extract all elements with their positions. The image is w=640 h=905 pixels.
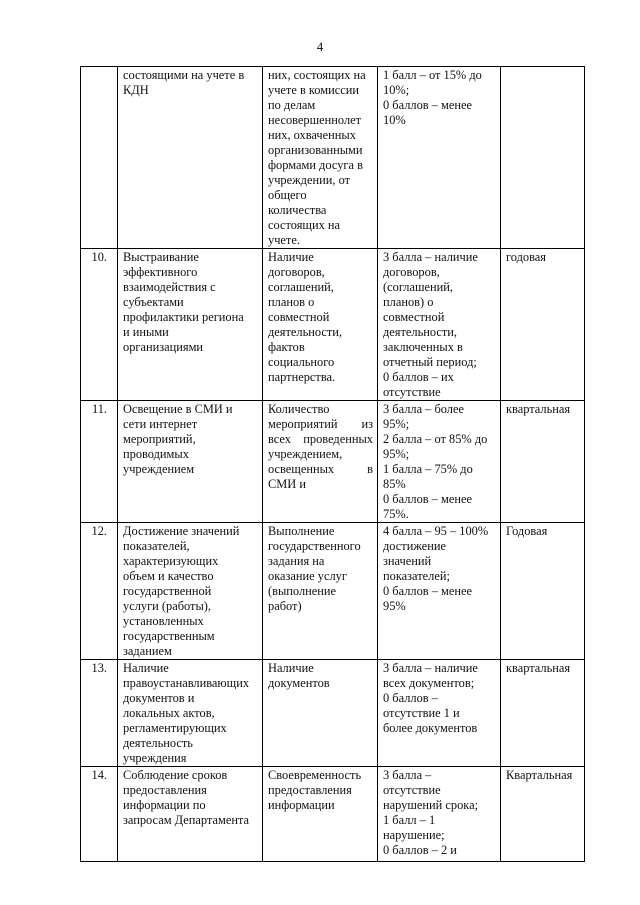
row-number: 12. xyxy=(81,523,118,660)
period-cell: квартальная xyxy=(501,401,585,523)
row-number: 13. xyxy=(81,660,118,767)
table-row xyxy=(81,523,585,660)
criteria-table xyxy=(80,66,585,862)
row-number xyxy=(81,67,118,249)
period-cell: квартальная xyxy=(501,660,585,767)
criterion-cell: Освещение в СМИ и сети интернет мероприятий, проводимых учреждением xyxy=(118,401,263,523)
criterion-cell: Достижение значений показателей, характеризующих объем и качество государственной услуги (работы), установленных государственным заданием xyxy=(118,523,263,660)
table-row xyxy=(81,660,585,767)
period-cell: годовая xyxy=(501,249,585,401)
indicator-cell: Своевременность предоставления информации xyxy=(263,767,378,862)
table-row xyxy=(81,401,585,523)
indicator-cell: них, состоящих на учете в комиссии по делам несовершеннолет них, охваченных организованными формами досуга в учреждении, от общего количества состоящих на учете. xyxy=(263,67,378,249)
indicator-cell: Количество мероприятий из всех проведенных учреждением, освещенных в СМИ и xyxy=(263,401,378,523)
scores-cell: 3 балла – более 95%; 2 балла – от 85% до 95%; 1 балла – 75% до 85% 0 баллов – менее 75%. xyxy=(378,401,501,523)
page-number: 4 xyxy=(316,39,324,54)
indicator-cell: Наличие договоров, соглашений, планов о совместной деятельности, фактов социального партнерства. xyxy=(263,249,378,401)
period-cell xyxy=(501,67,585,249)
period-cell: Квартальная xyxy=(501,767,585,862)
period-cell: Годовая xyxy=(501,523,585,660)
row-number: 14. xyxy=(81,767,118,862)
indicator-cell: Выполнение государственного задания на оказание услуг (выполнение работ) xyxy=(263,523,378,660)
row-number: 10. xyxy=(81,249,118,401)
criterion-cell: Соблюдение сроков предоставления информации по запросам Департамента xyxy=(118,767,263,862)
table-row xyxy=(81,249,585,401)
criterion-cell: Выстраивание эффективного взаимодействия с субъектами профилактики региона и иными организациями xyxy=(118,249,263,401)
scores-cell: 3 балла – наличие всех документов; 0 баллов – отсутствие 1 и более документов xyxy=(378,660,501,767)
scores-cell: 3 балла – наличие договоров, (соглашений, планов) о совместной деятельности, заключенных в отчетный период; 0 баллов – их отсутствие xyxy=(378,249,501,401)
criterion-cell: состоящими на учете в КДН xyxy=(118,67,263,249)
scores-cell: 1 балл – от 15% до 10%; 0 баллов – менее 10% xyxy=(378,67,501,249)
table-row xyxy=(81,767,585,862)
scores-cell: 3 балла – отсутствие нарушений срока; 1 балл – 1 нарушение; 0 баллов – 2 и xyxy=(378,767,501,862)
indicator-cell: Наличие документов xyxy=(263,660,378,767)
table-row xyxy=(81,67,585,249)
row-number: 11. xyxy=(81,401,118,523)
criterion-cell: Наличие правоустанавливающих документов и локальных актов, регламентирующих деятельность учреждения xyxy=(118,660,263,767)
scores-cell: 4 балла – 95 – 100% достижение значений показателей; 0 баллов – менее 95% xyxy=(378,523,501,660)
